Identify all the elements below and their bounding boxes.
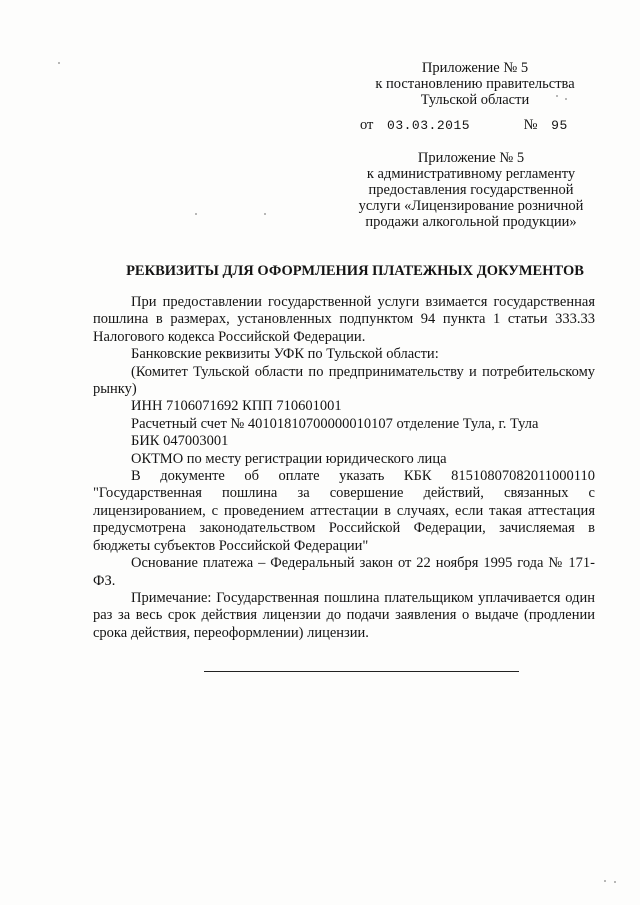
scan-speck	[604, 880, 606, 882]
paragraph-note: Примечание: Государственная пошлина плательщиком уплачивается один раз за весь срок действия лицензии до подачи заявления о выдаче (продлении срока действия, переоформлении) лицензии.	[93, 589, 595, 641]
paragraph-kbk: В документе об оплате указать КБК 81510807082011000110 "Государственная пошлина за совершение действий, связанных с лицензированием, с проведением аттестации в случаях, если такая аттестация предусмотрена законодательством Российской Федерации, зачисляемая в бюджеты субъектов Российской Федерации"	[93, 468, 595, 554]
paragraph-fee-basis: При предоставлении государственной услуги взимается государственная пошлина в размерах, установленных подпунктом 94 пункта 1 статьи 333.33 Налогового кодекса Российской Федерации.	[93, 294, 595, 345]
appendix2-line4: услуги «Лицензирование розничной	[358, 198, 584, 214]
paragraph-legal-basis: Основание платежа – Федеральный закон от 22 ноября 1995 года № 171-ФЗ.	[93, 555, 595, 589]
appendix-number: Приложение № 5	[421, 60, 529, 76]
decree-from-label: от	[360, 117, 374, 133]
appendix2-line3: предоставления государственной	[368, 182, 574, 198]
appendix2-number: Приложение № 5	[417, 150, 525, 166]
paragraph-account: Расчетный счет № 40101810700000010107 отделение Тула, г. Тула	[131, 415, 539, 432]
decree-number-label: №	[523, 117, 538, 133]
decree-number: 95	[551, 118, 568, 133]
closing-rule	[204, 671, 519, 672]
document-title: РЕКВИЗИТЫ ДЛЯ ОФОРМЛЕНИЯ ПЛАТЕЖНЫХ ДОКУМЕНТОВ	[126, 263, 584, 279]
paragraph-recipient: (Комитет Тульской области по предпринимательству и потребительскому рынку)	[93, 363, 595, 398]
scan-speck	[264, 213, 266, 215]
appendix-reference: к постановлению правительства	[375, 76, 575, 92]
decree-date: 03.03.2015	[387, 118, 471, 133]
paragraph-oktmo: ОКТМО по месту регистрации юридического лица	[131, 450, 447, 467]
scan-speck	[58, 62, 60, 64]
appendix-header-regulation	[340, 150, 602, 230]
appendix2-reference: к административному регламенту	[366, 166, 576, 182]
scan-speck	[565, 98, 567, 100]
appendix-region: Тульской области	[420, 92, 530, 108]
paragraph-inn-kpp: ИНН 7106071692 КПП 710601001	[131, 398, 342, 415]
scan-speck	[195, 213, 197, 215]
appendix-header-decree	[330, 60, 620, 108]
scan-speck	[614, 881, 616, 883]
paragraph-bik: БИК 047003001	[131, 433, 229, 450]
appendix2-line5: продажи алкогольной продукции»	[365, 214, 577, 230]
scan-speck	[556, 95, 558, 97]
document-body	[93, 294, 595, 642]
paragraph-bank-details-heading: Банковские реквизиты УФК по Тульской области:	[131, 346, 439, 363]
decree-date-number	[360, 117, 568, 134]
